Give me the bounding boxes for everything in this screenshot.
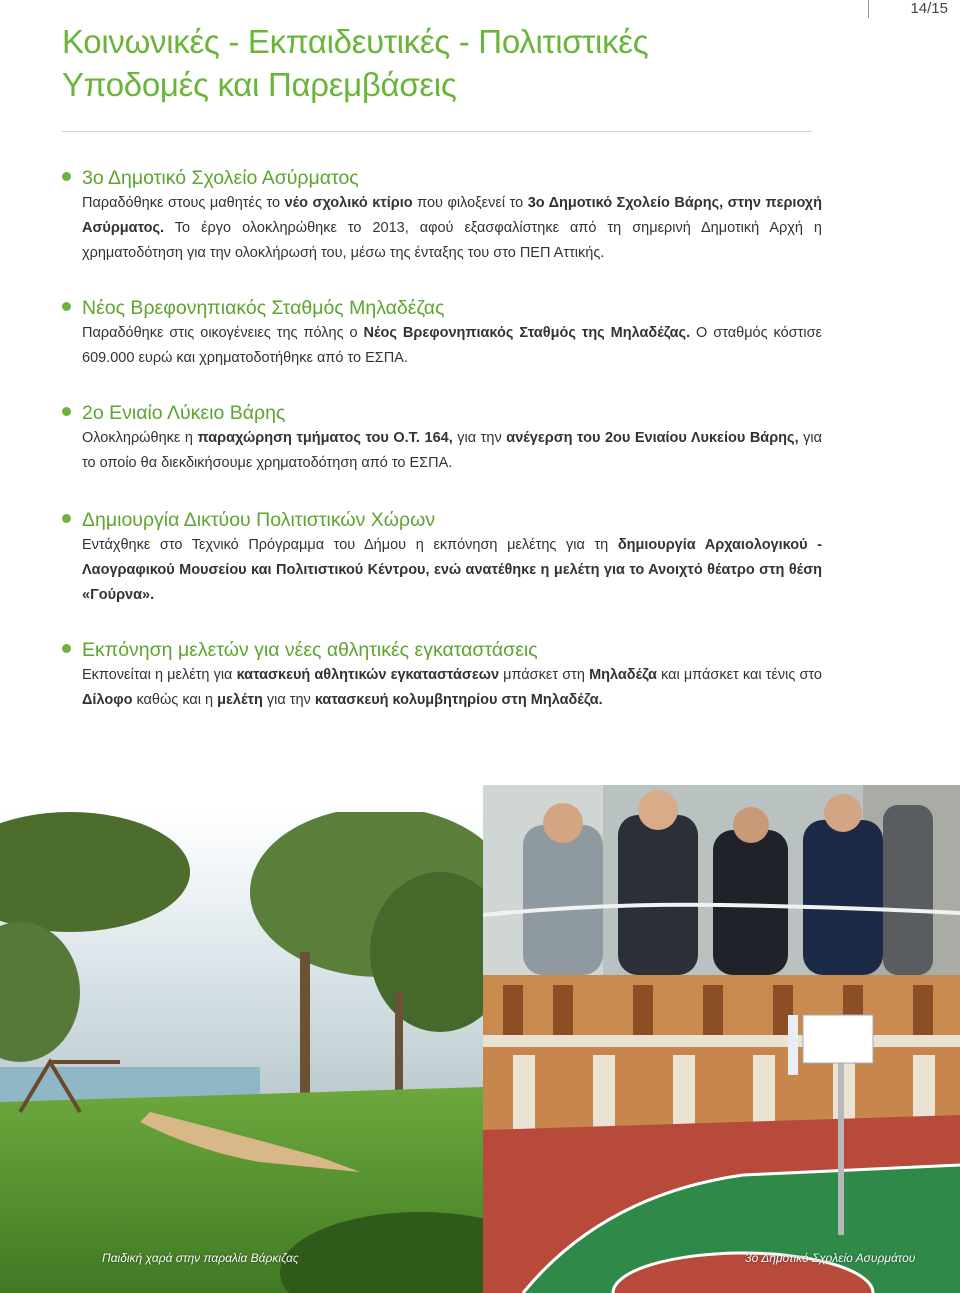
- bold-text: κατασκευή αθλητικών εγκαταστάσεων: [236, 667, 500, 683]
- bold-text: Δίλοφο: [82, 692, 133, 708]
- bullet-icon: [62, 407, 71, 416]
- caption-school: 3ο Δημοτικό Σχολείο Ασυρμάτου: [745, 1251, 916, 1265]
- body-text: Ο σταθμός κόστισε 609.000 ευρώ και χρηματοδοτήθηκε από το ΕΣΠΑ.: [82, 325, 822, 366]
- section-title: 2ο Ενιαίο Λύκειο Βάρης: [82, 402, 286, 424]
- body-text: Παραδόθηκε στις οικογένειες της πόλης ο: [82, 325, 364, 341]
- photo-playground: [0, 812, 483, 1293]
- bullet-icon: [62, 172, 71, 181]
- body-text: για την: [452, 430, 507, 446]
- section-lyceum-vari: [62, 400, 822, 476]
- playground-illustration: [0, 812, 483, 1293]
- photo-school-building: [483, 975, 960, 1293]
- bullet-icon: [62, 644, 71, 653]
- section-title: 3ο Δημοτικό Σχολείο Ασύρματος: [82, 167, 359, 189]
- section-cultural-network: [62, 507, 822, 608]
- bold-text: δημιουργία Αρχαιολογικού - Λαογραφικού Μουσείου και Πολιτιστικού Κέντρου, ενώ ανατέθηκε η μελέτη για το Ανοιχτό θέατρο στη θέση «Γούρνα».: [82, 537, 822, 603]
- body-text: μπάσκετ στη: [499, 667, 590, 683]
- section-title: Δημιουργία Δικτύου Πολιτιστικών Χώρων: [82, 509, 436, 531]
- section-body: [82, 663, 822, 713]
- bullet-icon: [62, 302, 71, 311]
- bold-text: νέο σχολικό κτίριο: [284, 195, 413, 211]
- section-sports-facilities: [62, 637, 822, 713]
- page-title-line-1: Κοινωνικές - Εκπαιδευτικές - Πολιτιστικές: [62, 23, 649, 60]
- section-title: Εκπόνηση μελετών για νέες αθλητικές εγκαταστάσεις: [82, 639, 538, 661]
- bold-text: ανέγερση του 2ου Ενιαίου Λυκείου Βάρης,: [506, 430, 799, 446]
- bold-text: μελέτη: [217, 692, 263, 708]
- title-divider: [62, 131, 812, 132]
- bullet-icon: [62, 514, 71, 523]
- section-title: Νέος Βρεφονηπιακός Σταθμός Μηλαδέζας: [82, 297, 445, 319]
- body-text: Ολοκληρώθηκε η: [82, 430, 198, 446]
- page-title: [62, 20, 842, 106]
- section-body: [82, 191, 822, 266]
- school-building-illustration: [483, 975, 960, 1293]
- ribbon-cutting-illustration: [483, 785, 960, 975]
- bold-text: Μηλαδέζα: [589, 667, 657, 683]
- bold-text: Νέος Βρεφονηπιακός Σταθμός της Μηλαδέζας.: [363, 325, 691, 341]
- photo-ribbon-cutting: [483, 785, 960, 975]
- body-text: Εντάχθηκε στο Τεχνικό Πρόγραμμα του Δήμου η εκπόνηση μελέτης για τη: [82, 537, 618, 553]
- caption-playground: Παιδική χαρά στην παραλία Βάρκιζας: [102, 1251, 299, 1265]
- body-text: Παραδόθηκε στους μαθητές το: [82, 195, 285, 211]
- section-nursery-miladeza: [62, 295, 822, 371]
- body-text: καθώς και η: [132, 692, 218, 708]
- body-text: για το οποίο θα διεκδικήσουμε χρηματοδότηση από το ΕΣΠΑ.: [82, 430, 823, 471]
- body-text: που φιλοξενεί το: [412, 195, 528, 211]
- body-text: Το έργο ολοκληρώθηκε το 2013, αφού εξασφαλίστηκε από τη σημερινή Δημοτική Αρχή η χρηματοδότηση για την ολοκλήρωσή του, μέσω της ένταξης του στο ΠΕΠ Αττικής.: [82, 220, 822, 261]
- section-body: [82, 321, 822, 371]
- section-body: [82, 426, 822, 476]
- bold-text: 3ο Δημοτικό Σχολείο Βάρης, στην περιοχή Ασύρματος.: [82, 195, 822, 236]
- page-title-line-2: Υποδομές και Παρεμβάσεις: [62, 66, 457, 103]
- body-text: και μπάσκετ και τένις στο: [656, 667, 822, 683]
- body-text: για την: [262, 692, 315, 708]
- bold-text: κατασκευή κολυμβητηρίου στη Μηλαδέζα.: [314, 692, 603, 708]
- section-school-asyrmatos: [62, 165, 822, 266]
- body-text: Εκπονείται η μελέτη για: [82, 667, 237, 683]
- page-number-divider: [868, 0, 869, 18]
- page-number: 14/15: [910, 0, 948, 17]
- section-body: [82, 533, 822, 608]
- bold-text: παραχώρηση τμήματος του Ο.Τ. 164,: [197, 430, 453, 446]
